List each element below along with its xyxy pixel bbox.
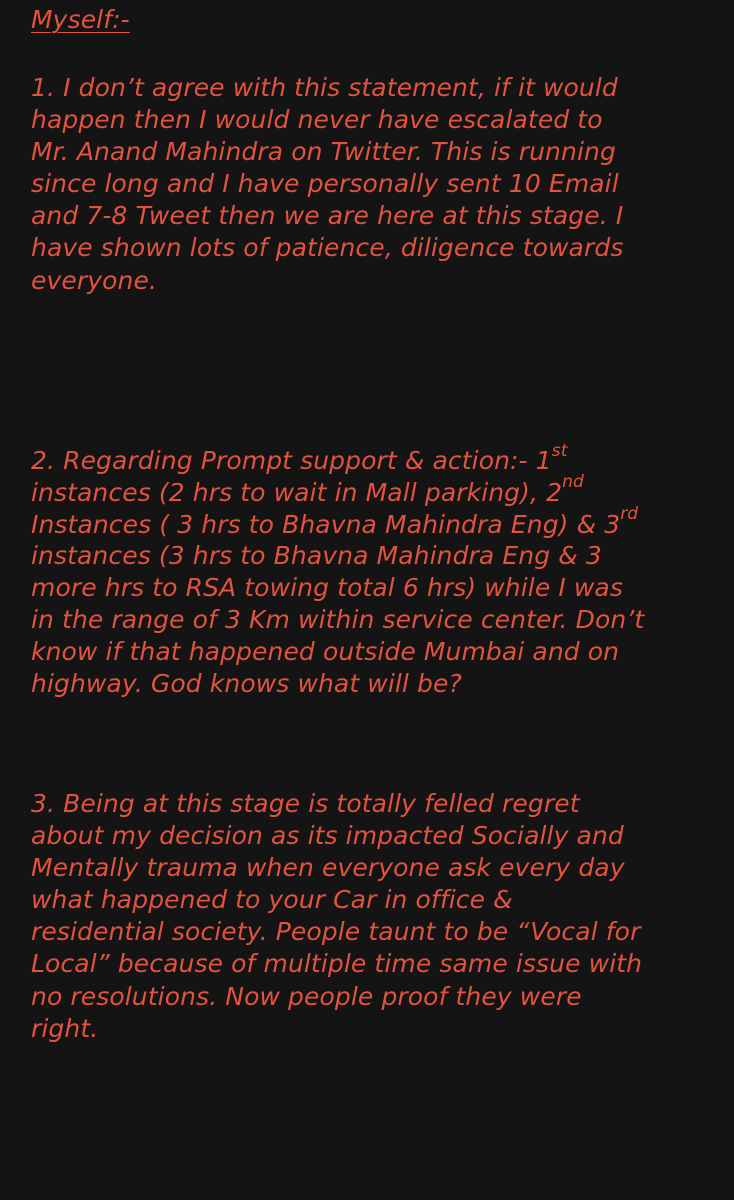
paragraph-line: 3. Being at this stage is totally felled regret bbox=[31, 789, 580, 818]
paragraph-line: Mentally trauma when everyone ask every day bbox=[31, 853, 625, 883]
paragraph-line: since long and I have personally sent 10 Email bbox=[31, 169, 619, 199]
paragraph-line: Local” because of multiple time same issue with bbox=[31, 949, 643, 979]
line-text: 2. Regarding Prompt support & action:- 1 bbox=[31, 446, 552, 475]
paragraph-line: happen then I would never have escalated to bbox=[31, 105, 603, 135]
paragraph-line: everyone. bbox=[31, 265, 157, 295]
paragraph-line: about my decision as its impacted Socially and bbox=[31, 821, 624, 851]
heading-myself: Myself:- bbox=[31, 5, 130, 34]
paragraph-line: 1. I don’t agree with this statement, if it would bbox=[31, 73, 618, 102]
paragraph-line: no resolutions. Now people proof they were bbox=[31, 981, 582, 1011]
paragraph-line: more hrs to RSA towing total 6 hrs) while I was bbox=[31, 573, 623, 603]
paragraph-line: residential society. People taunt to be “Vocal for bbox=[31, 917, 641, 947]
paragraph-line: in the range of 3 Km within service center. Don’t bbox=[31, 604, 645, 634]
paragraph-line: Mr. Anand Mahindra on Twitter. This is running bbox=[31, 137, 616, 167]
paragraph-line: know if that happened outside Mumbai and on bbox=[31, 636, 620, 666]
paragraph-3 bbox=[31, 788, 721, 1045]
paragraph-line: highway. God knows what will be? bbox=[31, 668, 462, 698]
paragraph-line bbox=[31, 472, 721, 509]
paragraph-line bbox=[31, 440, 721, 477]
paragraph-line: and 7-8 Tweet then we are here at this stage. I bbox=[31, 201, 624, 231]
ordinal-superscript: nd bbox=[562, 472, 584, 493]
paragraph-line: have shown lots of patience, diligence towards bbox=[31, 233, 624, 263]
paragraph-line bbox=[31, 504, 721, 541]
paragraph-line: right. bbox=[31, 1013, 99, 1043]
paragraph-2 bbox=[31, 440, 721, 699]
line-text: instances (2 hrs to wait in Mall parking), 2 bbox=[31, 477, 563, 507]
paragraph-line: what happened to your Car in office & bbox=[31, 885, 513, 915]
paragraph-1 bbox=[31, 72, 721, 297]
line-text: Instances ( 3 hrs to Bhavna Mahindra Eng) & 3 bbox=[31, 509, 621, 539]
ordinal-superscript: rd bbox=[620, 504, 639, 525]
paragraph-line: instances (3 hrs to Bhavna Mahindra Eng & 3 bbox=[31, 541, 602, 571]
ordinal-superscript: st bbox=[551, 440, 568, 461]
